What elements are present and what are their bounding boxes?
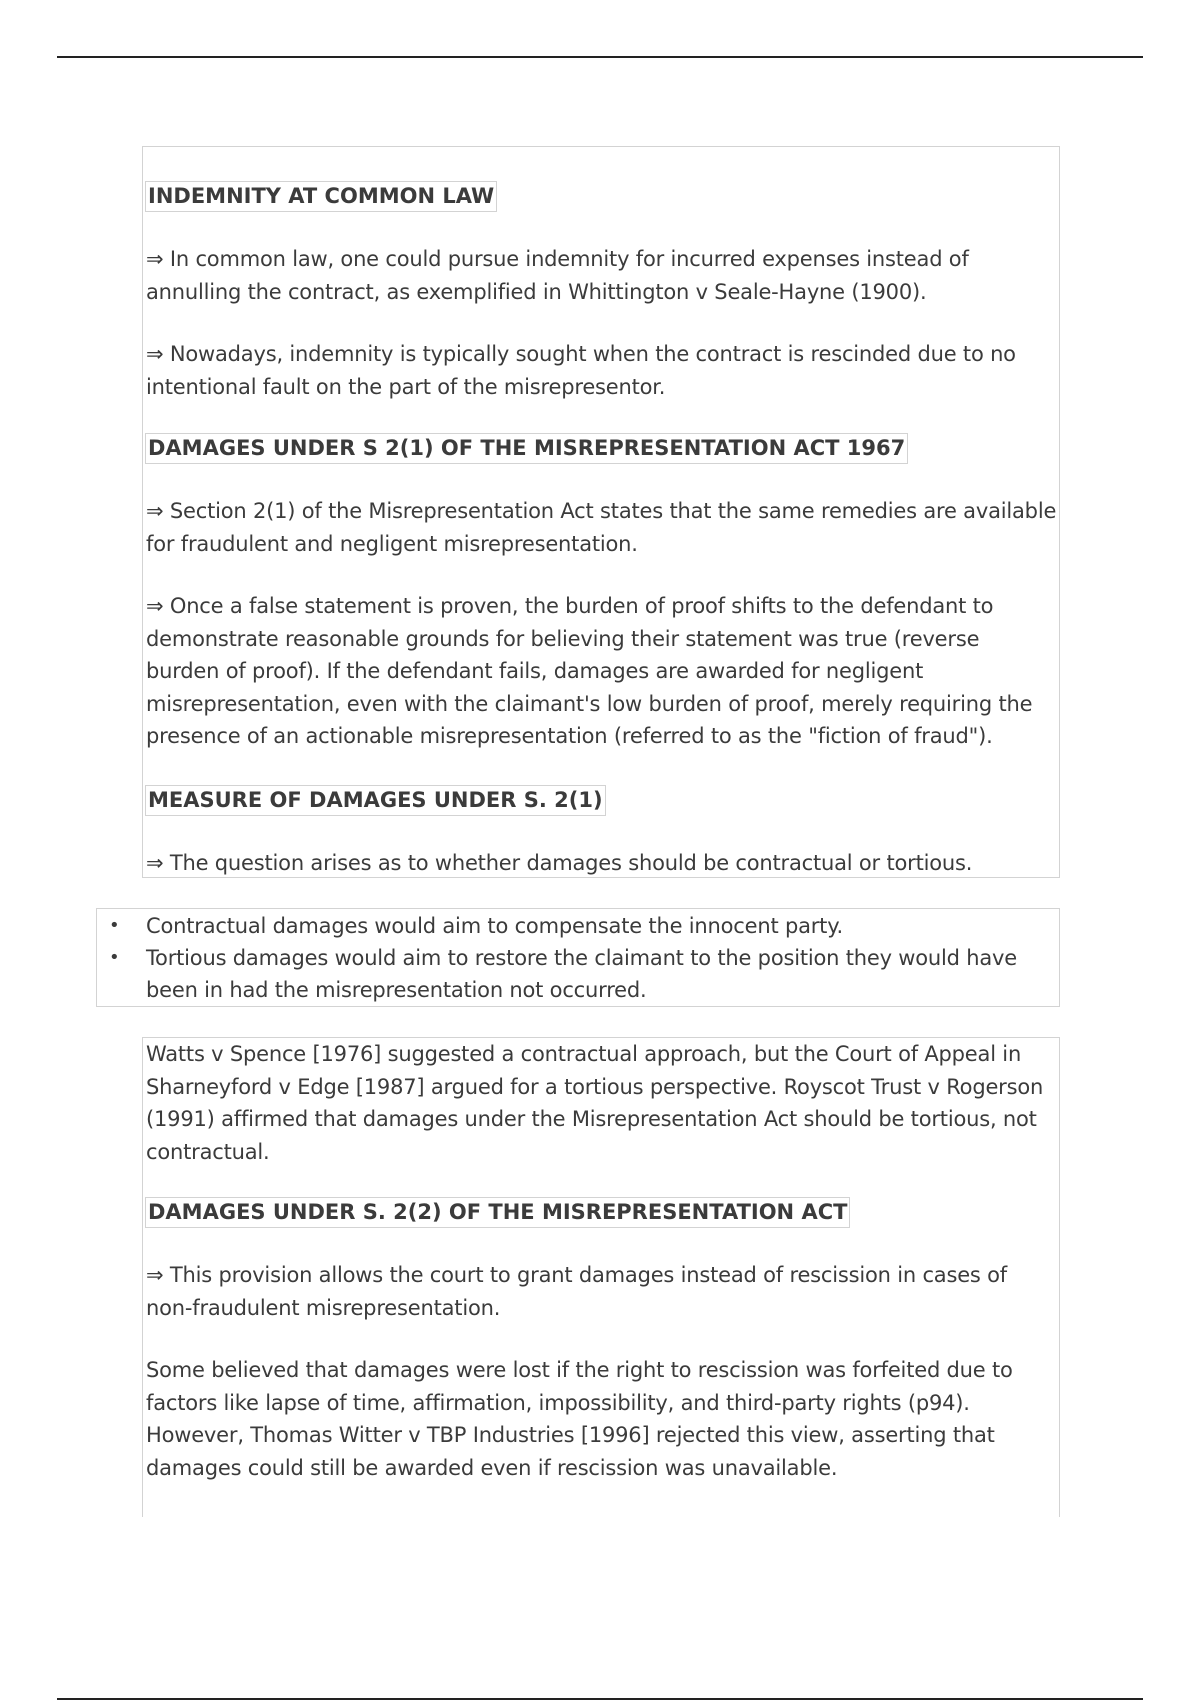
list-item	[107, 942, 1057, 1006]
damages-bullet-list	[107, 910, 1057, 1006]
heading-measure-of-damages: MEASURE OF DAMAGES UNDER S. 2(1)	[145, 785, 606, 816]
paragraph-indemnity-1: ⇒ In common law, one could pursue indemnity for incurred expenses instead of annulling the contract, as exemplified in Whittington v Seale-Hayne (1900).	[146, 247, 969, 304]
list-item	[107, 910, 1057, 942]
paragraph-s21-1: ⇒ Section 2(1) of the Misrepresentation Act states that the same remedies are available for fraudulent and negligent misrepresentation.	[146, 499, 1057, 556]
header-rule	[57, 56, 1143, 58]
paragraph-s21-2: ⇒ Once a false statement is proven, the burden of proof shifts to the defendant to demonstrate reasonable grounds for believing their statement was true (reverse burden of proof). If the defendant fails, damages are awarded for negligent misrepresentation, even with the claimant's low burden of proof, merely requiring the presence of an actionable misrepresentation (referred to as the "fiction of fraud").	[146, 594, 1033, 748]
heading-damages-s22: DAMAGES UNDER S. 2(2) OF THE MISREPRESENTATION ACT	[145, 1197, 850, 1228]
paragraph-measure-1: ⇒ The question arises as to whether damages should be contractual or tortious.	[146, 851, 973, 875]
paragraph-indemnity-2: ⇒ Nowadays, indemnity is typically sought when the contract is rescinded due to no intentional fault on the part of the misrepresentor.	[146, 342, 1016, 399]
bullet-icon: •	[109, 915, 120, 936]
heading-indemnity: INDEMNITY AT COMMON LAW	[145, 181, 497, 212]
bullet-icon: •	[109, 947, 120, 968]
paragraph-s22-2: Some believed that damages were lost if the right to rescission was forfeited due to factors like lapse of time, affirmation, impossibility, and third-party rights (p94). However, Thomas Witter v TBP Industries [1996] rejected this view, asserting that damages could still be awarded even if rescission was unavailable.	[146, 1358, 1013, 1480]
paragraph-case-law: Watts v Spence [1976] suggested a contractual approach, but the Court of Appeal in Sharneyford v Edge [1987] argued for a tortious perspective. Royscot Trust v Rogerson (1991) affirmed that damages under the Misrepresentation Act should be tortious, not contractual.	[146, 1042, 1044, 1164]
paragraph-s22-1: ⇒ This provision allows the court to grant damages instead of rescission in cases of non-fraudulent misrepresentation.	[146, 1263, 1007, 1320]
heading-damages-s21: DAMAGES UNDER S 2(1) OF THE MISREPRESENTATION ACT 1967	[145, 433, 908, 464]
list-item-text: Tortious damages would aim to restore the claimant to the position they would have been in had the misrepresentation not occurred.	[146, 946, 1018, 1002]
list-item-text: Contractual damages would aim to compensate the innocent party.	[146, 914, 843, 938]
